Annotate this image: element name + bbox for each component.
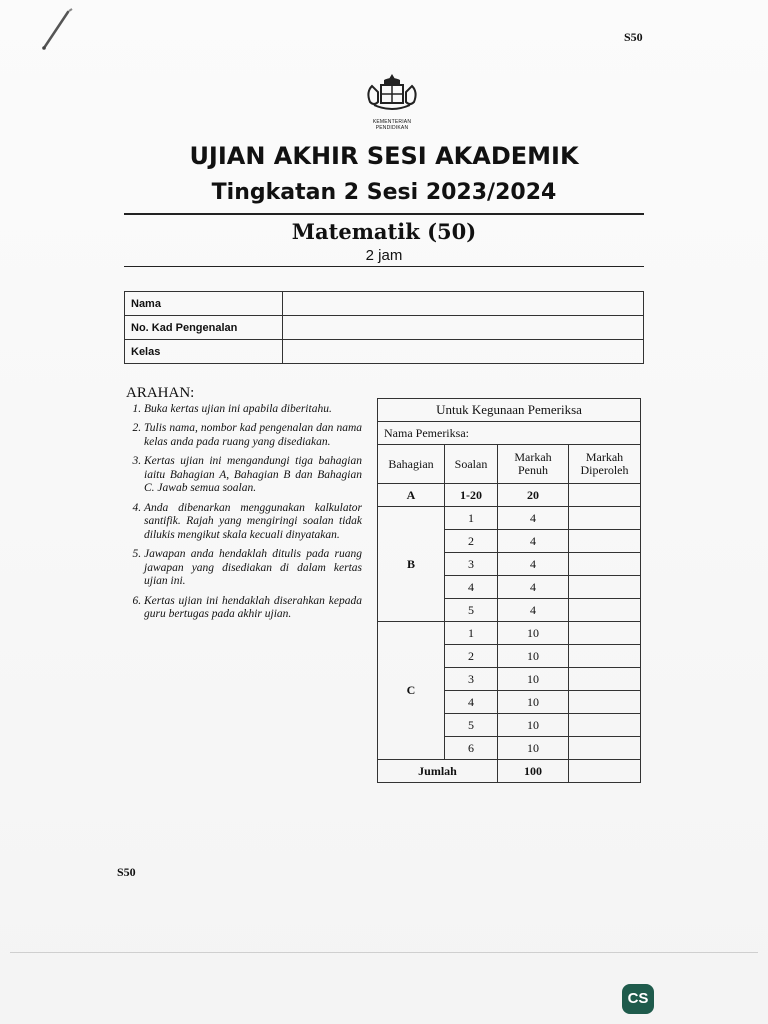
full-marks-cell: 10 [498, 714, 569, 737]
examiner-name-label: Nama Pemeriksa: [378, 422, 641, 445]
obtained-marks-cell[interactable] [569, 622, 641, 645]
ic-number-field[interactable] [283, 316, 644, 340]
full-marks-cell: 10 [498, 645, 569, 668]
question-cell: 6 [445, 737, 498, 760]
instruction-item: 1. Buka kertas ujian ini apabila diberitahu. [144, 403, 362, 417]
page-edge-line [10, 952, 758, 953]
paper-code-top: S50 [624, 30, 643, 44]
full-marks-cell: 20 [498, 484, 569, 507]
full-marks-cell: 10 [498, 691, 569, 714]
table-row [125, 292, 644, 316]
section-c-label: C [378, 622, 445, 760]
table-row [378, 622, 641, 645]
divider-bottom [124, 266, 644, 267]
exam-session: Tingkatan 2 Sesi 2023/2024 [211, 180, 557, 205]
obtained-marks-cell[interactable] [569, 507, 641, 530]
instruction-item: 2. Tulis nama, nombor kad pengenalan dan nama kelas anda pada ruang yang disediakan. [144, 422, 362, 449]
student-info-table [124, 291, 644, 364]
obtained-marks-cell[interactable] [569, 691, 641, 714]
exam-title: UJIAN AKHIR SESI AKADEMIK [189, 142, 579, 170]
obtained-marks-cell[interactable] [569, 714, 641, 737]
obtained-marks-cell[interactable] [569, 553, 641, 576]
question-cell: 2 [445, 530, 498, 553]
instruction-item: 3. Kertas ujian ini mengandungi tiga bahagian iaitu Bahagian A, Bahagian B dan Bahagian C. Jawab semua soalan. [144, 455, 362, 496]
instruction-item: 6. Kertas ujian ini hendaklah diserahkan kepada guru bertugas pada akhir ujian. [144, 595, 362, 622]
obtained-marks-cell[interactable] [569, 530, 641, 553]
instruction-item: 4. Anda dibenarkan menggunakan kalkulator santifik. Rajah yang mengiringi soalan tidak dilukis mengikut skala kecuali dinyatakan. [144, 502, 362, 543]
paper-code-bottom: S50 [117, 865, 136, 879]
total-obtained-marks[interactable] [569, 760, 641, 783]
header-section: Bahagian [378, 445, 445, 484]
full-marks-cell: 10 [498, 668, 569, 691]
obtained-marks-cell[interactable] [569, 599, 641, 622]
table-row [378, 399, 641, 422]
question-cell: 1-20 [445, 484, 498, 507]
table-row [378, 507, 641, 530]
obtained-marks-cell[interactable] [569, 484, 641, 507]
exam-duration: 2 jam [365, 247, 403, 264]
examiner-table [377, 398, 641, 783]
instruction-item: 5. Jawapan anda hendaklah ditulis pada ruang jawapan yang disediakan di dalam kertas ujian ini. [144, 548, 362, 589]
table-total-row [378, 760, 641, 783]
header-full-marks-line2: Penuh [518, 463, 548, 477]
name-field[interactable] [283, 292, 644, 316]
ministry-crest [356, 72, 428, 131]
header-full-marks-line1: Markah [514, 450, 552, 464]
instructions [126, 387, 362, 628]
subject-title: Matematik (50) [291, 219, 477, 244]
crest-caption: KEMENTERIAN PENDIDIKAN [372, 119, 412, 131]
question-cell: 5 [445, 599, 498, 622]
header-question: Soalan [445, 445, 498, 484]
full-marks-cell: 4 [498, 576, 569, 599]
question-cell: 5 [445, 714, 498, 737]
header-obtained-marks [569, 445, 641, 484]
table-row [378, 422, 641, 445]
section-a-label: A [378, 484, 445, 507]
obtained-marks-cell[interactable] [569, 737, 641, 760]
total-full-marks: 100 [498, 760, 569, 783]
question-cell: 4 [445, 576, 498, 599]
class-label: Kelas [125, 340, 283, 364]
ic-number-label: No. Kad Pengenalan [125, 316, 283, 340]
divider-top [124, 213, 644, 215]
instructions-title: ARAHAN: [126, 385, 195, 401]
question-cell: 1 [445, 622, 498, 645]
question-cell: 3 [445, 553, 498, 576]
total-label: Jumlah [378, 760, 498, 783]
question-cell: 4 [445, 691, 498, 714]
obtained-marks-cell[interactable] [569, 668, 641, 691]
obtained-marks-cell[interactable] [569, 576, 641, 599]
obtained-marks-cell[interactable] [569, 645, 641, 668]
full-marks-cell: 10 [498, 737, 569, 760]
coat-of-arms-icon [362, 72, 422, 112]
pencil-mark-icon [38, 8, 78, 52]
full-marks-cell: 4 [498, 553, 569, 576]
question-cell: 2 [445, 645, 498, 668]
full-marks-cell: 4 [498, 530, 569, 553]
full-marks-cell: 4 [498, 599, 569, 622]
full-marks-cell: 4 [498, 507, 569, 530]
scanner-badge: CS [622, 984, 654, 1014]
question-cell: 1 [445, 507, 498, 530]
question-cell: 3 [445, 668, 498, 691]
full-marks-cell: 10 [498, 622, 569, 645]
instructions-list [126, 403, 362, 622]
class-field[interactable] [283, 340, 644, 364]
table-row [125, 340, 644, 364]
header-obtained-line1: Markah [585, 450, 624, 464]
header-obtained-line2: Diperoleh [580, 463, 629, 477]
table-row [378, 484, 641, 507]
header-full-marks [498, 445, 569, 484]
table-header-row [378, 445, 641, 484]
name-label: Nama [125, 292, 283, 316]
section-b-label: B [378, 507, 445, 622]
table-row [125, 316, 644, 340]
examiner-table-title: Untuk Kegunaan Pemeriksa [378, 399, 641, 422]
